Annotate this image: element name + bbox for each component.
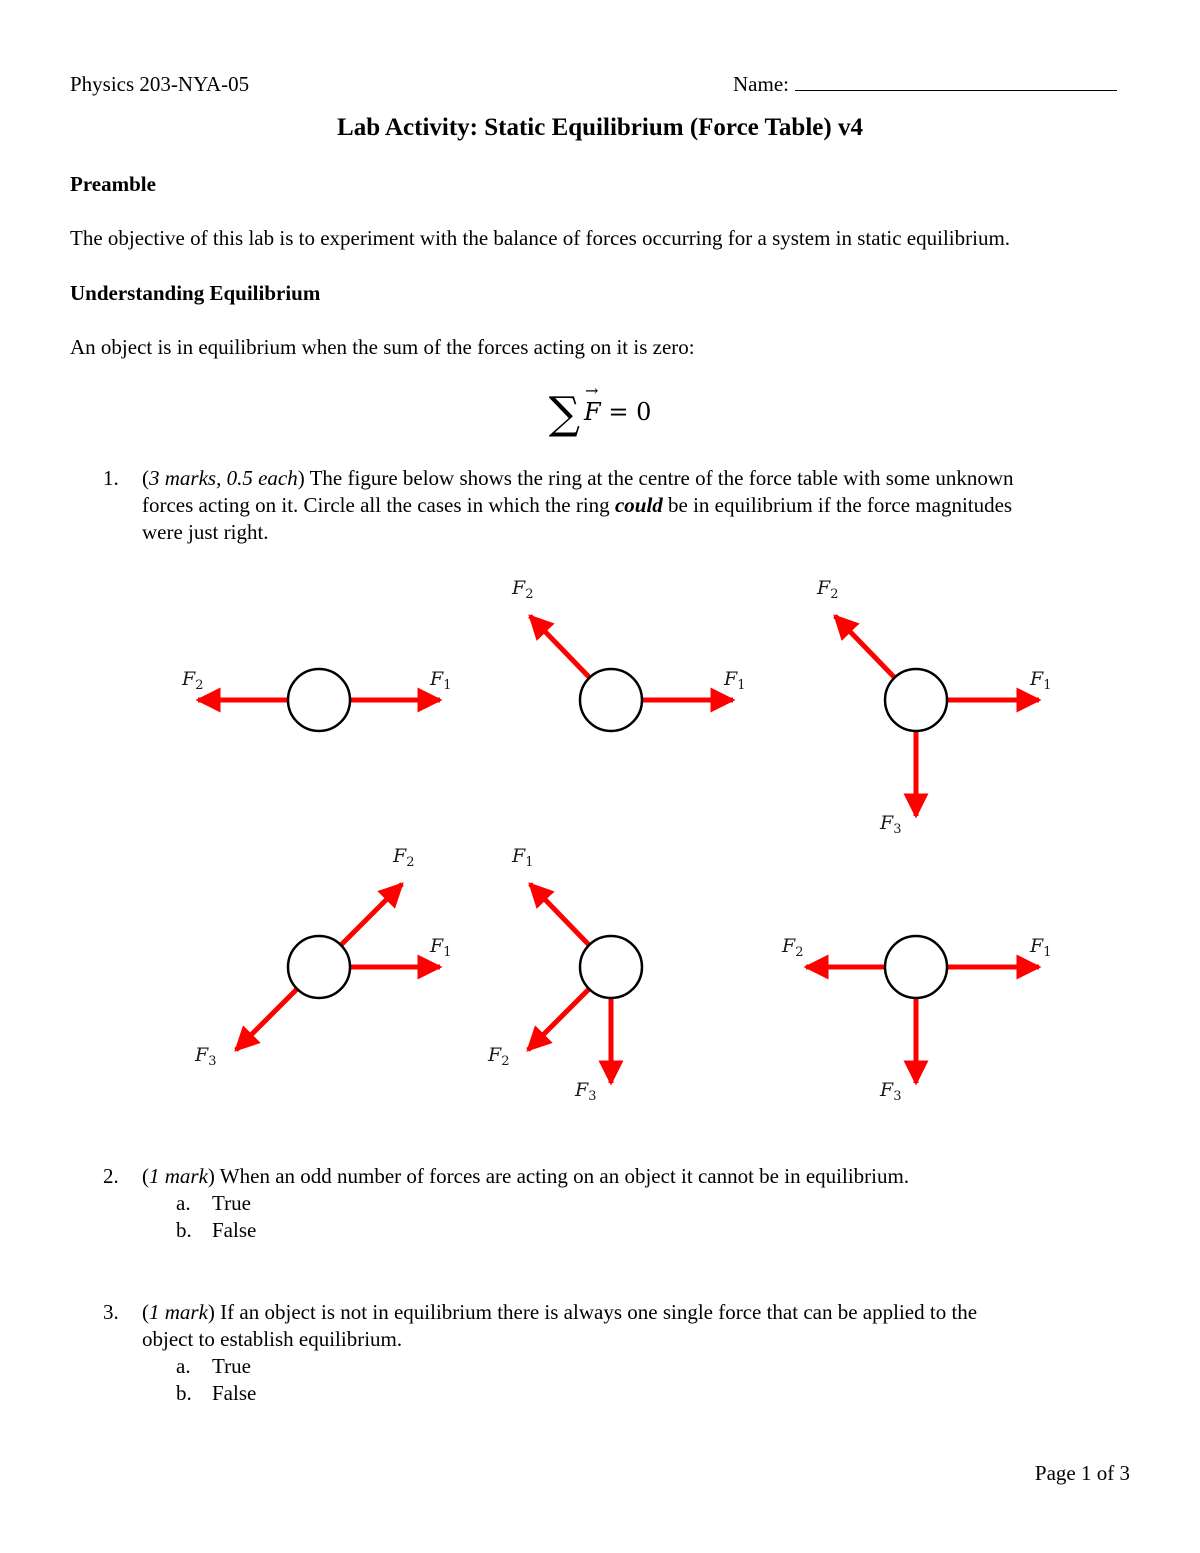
- understanding-heading: Understanding Equilibrium: [70, 281, 321, 305]
- case-5-f2-label: $F_2$: [488, 1044, 510, 1069]
- case-1-f2-label: $F_2$: [182, 668, 204, 693]
- case-3-f3-label: $F_3$: [880, 812, 902, 837]
- case-1-ring[interactable]: [288, 669, 350, 731]
- case-5-ring[interactable]: [580, 936, 642, 998]
- question-3-option-a-letter: a.: [176, 1354, 191, 1378]
- sum-symbol: ∑: [548, 388, 581, 439]
- case-2-ring[interactable]: [580, 669, 642, 731]
- case-4-f2-label: $F_2$: [393, 845, 415, 870]
- case-2-f2-arrow: [530, 616, 589, 677]
- case-6-f2-label: $F_2$: [782, 935, 804, 960]
- case-4-f3-label: $F_3$: [195, 1044, 217, 1069]
- case-4-f2-arrow: [341, 884, 402, 945]
- question-2-option-a-letter: a.: [176, 1191, 191, 1215]
- preamble-heading: Preamble: [70, 172, 156, 196]
- question-3-number: 3.: [103, 1300, 119, 1324]
- question-1-number: 1.: [103, 466, 119, 490]
- case-5-f1-label: $F_1$: [512, 845, 534, 870]
- question-2-marks: 1 mark: [149, 1164, 208, 1188]
- question-3-line-1: (1 mark) If an object is not in equilibrium there is always one single force that can be applied to the: [142, 1300, 978, 1324]
- understanding-text: An object is in equilibrium when the sum of the forces acting on it is zero:: [70, 335, 695, 359]
- case-6-f3-label: $F_3$: [880, 1079, 902, 1104]
- emphasis-could: could: [614, 493, 663, 517]
- page-number: Page 1 of 3: [1034, 1461, 1130, 1485]
- case-1[interactable]: [181, 668, 451, 731]
- case-5-f2-arrow: [528, 989, 589, 1050]
- equation-rhs: = 0: [608, 398, 652, 426]
- case-4-f1-label: $F_1$: [430, 935, 452, 960]
- case-2-f2-label: $F_2$: [512, 577, 534, 602]
- question-3-marks: 1 mark: [149, 1300, 208, 1324]
- force-vector-symbol: → F: [584, 398, 601, 426]
- case-5-f1-arrow: [530, 884, 589, 945]
- question-3-option-a[interactable]: True: [212, 1354, 251, 1378]
- case-5-f3-label: $F_3$: [575, 1079, 597, 1104]
- case-4-ring[interactable]: [288, 936, 350, 998]
- case-6-ring[interactable]: [885, 936, 947, 998]
- question-1-marks: 3 marks, 0.5 each: [149, 466, 298, 490]
- case-6-f1-label: $F_1$: [1030, 935, 1052, 960]
- case-3-f2-label: $F_2$: [817, 577, 839, 602]
- page-title: Lab Activity: Static Equilibrium (Force Table) v4: [337, 114, 863, 141]
- case-6[interactable]: [781, 935, 1051, 1104]
- question-2-option-a[interactable]: True: [212, 1191, 251, 1215]
- case-2-f1-label: $F_1$: [724, 668, 746, 693]
- case-4[interactable]: [194, 845, 451, 1069]
- question-1-line-1: (3 marks, 0.5 each) The figure below shows the ring at the centre of the force table with some unknown: [142, 466, 1014, 490]
- question-2-option-b-letter: b.: [176, 1218, 192, 1242]
- case-3-f2-arrow: [835, 616, 894, 677]
- case-4-f3-arrow: [236, 989, 297, 1050]
- case-3-ring[interactable]: [885, 669, 947, 731]
- course-code: Physics 203-NYA-05: [70, 72, 250, 96]
- question-1-line-3: were just right.: [142, 520, 269, 544]
- question-2-number: 2.: [103, 1164, 119, 1188]
- case-3[interactable]: [816, 577, 1051, 837]
- case-3-f1-label: $F_1$: [1030, 668, 1052, 693]
- preamble-text: The objective of this lab is to experiment with the balance of forces occurring for a system in static equilibrium.: [70, 226, 1011, 250]
- name-label: Name:: [733, 72, 789, 96]
- question-2-option-b[interactable]: False: [212, 1218, 257, 1242]
- case-5[interactable]: [487, 845, 642, 1104]
- case-1-f1-label: $F_1$: [430, 668, 452, 693]
- case-2[interactable]: [511, 577, 745, 731]
- question-3-line-2: object to establish equilibrium.: [142, 1327, 403, 1351]
- question-1-line-2: forces acting on it. Circle all the cases in which the ring could be in equilibrium if the force magnitudes: [142, 493, 1013, 517]
- question-2-text: (1 mark) When an odd number of forces are acting on an object it cannot be in equilibrium.: [142, 1164, 910, 1188]
- question-3-option-b-letter: b.: [176, 1381, 192, 1405]
- question-3-option-b[interactable]: False: [212, 1381, 257, 1405]
